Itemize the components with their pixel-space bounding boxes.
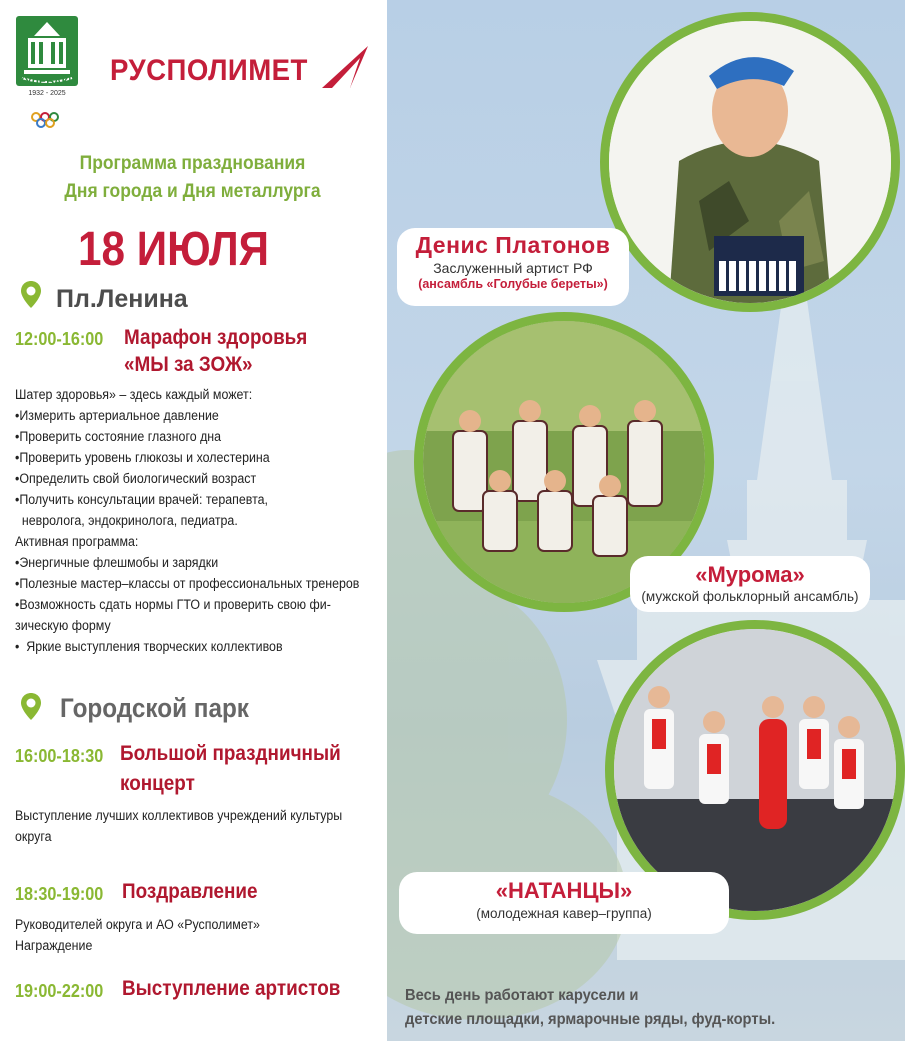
detail-line: зическую форму — [15, 618, 111, 633]
event-time-greeting: 18:30-19:00 — [15, 884, 104, 904]
event-title-artists: Выступление артистов — [122, 977, 341, 1000]
detail-line: •Возможность сдать нормы ГТО и проверить свою фи- — [15, 597, 331, 612]
greeting-description — [15, 914, 260, 956]
artist-card-platonov — [397, 228, 629, 306]
artist-photo-platonov — [600, 12, 900, 312]
detail-line: • Яркие выступления творческих коллективов — [15, 639, 283, 654]
program-title — [34, 150, 351, 206]
event-title-marathon: Марафон здоровья — [124, 326, 308, 349]
detail-line: •Проверить состояние глазного дна — [15, 429, 222, 444]
artist-card-muroma — [630, 556, 870, 612]
sponsor-name: РУСПОЛИМЕТ — [110, 54, 308, 87]
event-date: 18 ИЮЛЯ — [78, 223, 270, 276]
cover-band-photo-icon — [614, 629, 896, 911]
detail-line: •Измерить артериальное давление — [15, 408, 219, 423]
place-city-park: Городской парк — [60, 693, 249, 723]
description-line: Руководителей округа и АО «Русполимет» — [15, 917, 260, 932]
artist-subtitle: Заслуженный артист РФ — [433, 260, 593, 276]
program-title-line2: Дня города и Дня металлурга — [64, 181, 321, 202]
concert-description — [15, 805, 342, 847]
artist-subtitle: (мужской фольклорный ансамбль) — [641, 589, 859, 604]
detail-line: •Полезные мастер–классы от профессиональных тренеров — [15, 576, 360, 591]
detail-line: •Получить консультации врачей: терапевта, — [15, 492, 269, 507]
event-time-concert: 16:00-18:30 — [15, 746, 104, 766]
event-time-artists: 19:00-22:00 — [15, 981, 104, 1001]
detail-line: •Энергичные флешмобы и зарядки — [15, 555, 219, 570]
soldier-portrait-icon — [609, 21, 891, 303]
program-column — [0, 0, 387, 1041]
event-title-concert-line2: концерт — [120, 772, 195, 795]
artist-name: «Мурома» — [695, 562, 805, 587]
artist-name: «НАТАНЦЫ» — [495, 878, 633, 903]
artist-subtitle: (молодежная кавер–группа) — [476, 906, 652, 921]
artist-name: Денис Платонов — [415, 232, 611, 258]
description-line: Награждение — [15, 938, 93, 953]
city-logo-years: 1932 - 2025 — [28, 90, 66, 97]
note-line: Весь день работают карусели и — [405, 987, 639, 1004]
detail-line: невролога, эндокринолога, педиатра. — [15, 513, 238, 528]
event-time-marathon: 12:00-16:00 — [15, 329, 104, 349]
detail-line: Активная программа: — [15, 534, 139, 549]
artist-card-natantsy — [399, 872, 729, 934]
place-lenin-square: Пл.Ленина — [56, 285, 188, 313]
detail-line: •Проверить уровень глюкозы и холестерина — [15, 450, 270, 465]
event-subtitle-marathon: «МЫ за ЗОЖ» — [124, 353, 253, 376]
detail-line: •Определить свой биологический возраст — [15, 471, 257, 486]
description-line: округа — [15, 829, 52, 844]
city-logo — [14, 14, 80, 128]
event-title-concert: Большой праздничный — [120, 742, 341, 765]
city-logo-text: КУЛЕБАКИ — [17, 76, 77, 88]
detail-line: Шатер здоровья» – здесь каждый может: — [15, 387, 253, 402]
all-day-attractions-note — [405, 984, 775, 1032]
artists-panel — [387, 0, 905, 1041]
sponsor-logo-icon — [320, 44, 370, 90]
artist-ensemble: (ансамбль «Голубые береты») — [418, 277, 608, 291]
program-title-line1: Программа празднования — [79, 153, 306, 174]
event-title-greeting: Поздравление — [122, 880, 258, 903]
marathon-details — [15, 384, 359, 657]
description-line: Выступление лучших коллективов учреждений культуры — [15, 808, 343, 823]
location-pin-icon — [20, 280, 42, 310]
note-line: детские площадки, ярмарочные ряды, фуд-корты. — [405, 1011, 776, 1028]
location-pin-icon — [20, 692, 42, 722]
